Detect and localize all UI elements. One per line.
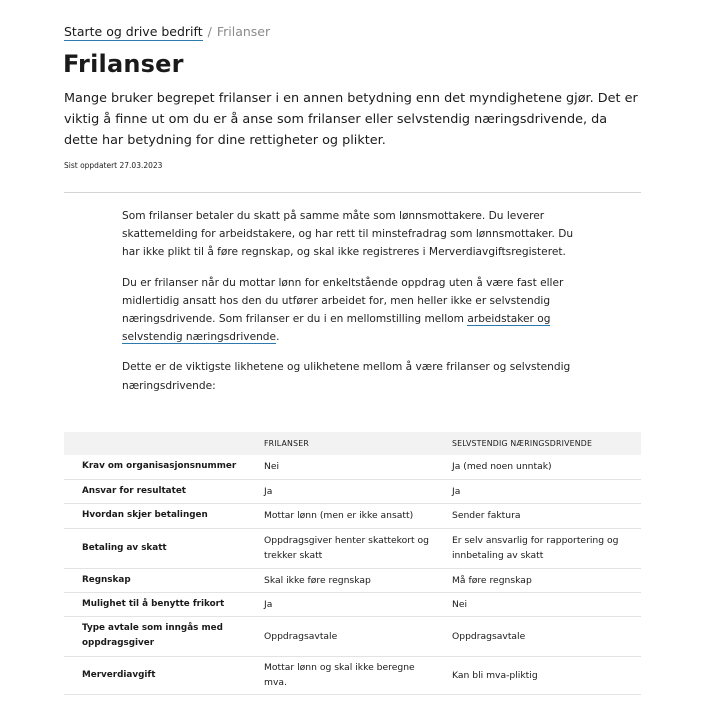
table-row (64, 616, 641, 656)
row-label: Krav om organisasjonsnummer (64, 455, 258, 479)
cell-naeringsdrivende: Er selv ansvarlig for rapportering og innbetaling av skatt (446, 528, 641, 568)
row-label: Betaling av skatt (64, 528, 258, 568)
breadcrumb-current: Frilanser (216, 24, 271, 39)
row-label: Merverdiavgift (64, 656, 258, 694)
table-header-frilanser: FRILANSER (258, 432, 446, 455)
cell-frilanser: Ja (258, 479, 446, 503)
row-label: Hvordan skjer betalingen (64, 503, 258, 528)
row-label: Ansvar for resultatet (64, 479, 258, 503)
table-row (64, 592, 641, 616)
paragraph-skatt: Som frilanser betaler du skatt på samme måte som lønnsmottakere. Du leverer skattemelding for arbeidstakere, og har rett til minstefradrag som lønnsmottaker. Du har ikke plikt til å føre regnskap, og skal ikke registreres i Merverdiavgiftsregisteret. (122, 210, 574, 259)
table-header-naeringsdrivende: SELVSTENDIG NÆRINGSDRIVENDE (446, 432, 641, 455)
article-body (122, 207, 577, 407)
table-header-empty (64, 432, 258, 455)
breadcrumb (64, 24, 270, 39)
page-title: Frilanser (63, 50, 184, 78)
last-updated: Sist oppdatert 27.03.2023 (64, 161, 163, 170)
lead-paragraph: Mange bruker begrepet frilanser i en annen betydning enn det myndighetene gjør. Det er viktig å finne ut om du er å anse som frilanser eller selvstendig næringsdrivende, da dette har betydning for dine rettigheter og plikter. (64, 91, 638, 148)
cell-frilanser: Ja (258, 592, 446, 616)
breadcrumb-link-starte-og-drive-bedrift[interactable]: Starte og drive bedrift (64, 24, 203, 39)
cell-naeringsdrivende: Oppdragsavtale (446, 616, 641, 656)
table-row (64, 528, 641, 568)
breadcrumb-separator: / (207, 24, 212, 39)
table-row (64, 479, 641, 503)
table-header-row (64, 432, 641, 455)
cell-frilanser: Skal ikke føre regnskap (258, 568, 446, 592)
table-row (64, 455, 641, 479)
cell-frilanser: Mottar lønn (men er ikke ansatt) (258, 503, 446, 528)
cell-frilanser: Oppdragsgiver henter skattekort og trekker skatt (258, 528, 446, 568)
paragraph-intro-tabell: Dette er de viktigste likhetene og ulikhetene mellom å være frilanser og selvstendig næringsdrivende: (122, 361, 571, 392)
row-label: Regnskap (64, 568, 258, 592)
cell-frilanser: Mottar lønn og skal ikke beregne mva. (258, 656, 446, 694)
comparison-table (64, 432, 641, 695)
divider (64, 192, 641, 193)
table-row (64, 503, 641, 528)
paragraph-definisjon-text: Du er frilanser når du mottar lønn for enkeltstående oppdrag uten å være fast eller midlertidig ansatt hos den du utfører arbeidet for, men heller ikke er selvstendig næringsdrivende. Som frilanser er du i en mellomstilling mellom (122, 276, 564, 326)
cell-frilanser: Oppdragsavtale (258, 616, 446, 656)
cell-naeringsdrivende: Må føre regnskap (446, 568, 641, 592)
cell-naeringsdrivende: Ja (446, 479, 641, 503)
cell-frilanser: Nei (258, 455, 446, 479)
table-row (64, 656, 641, 694)
link-arbeidstaker-og-selvstendig[interactable]: arbeidstaker og selvstendig næringsdrivende (122, 313, 551, 344)
paragraph-definisjon-end: . (276, 331, 280, 344)
cell-naeringsdrivende: Nei (446, 592, 641, 616)
row-label: Type avtale som inngås med oppdragsgiver (64, 616, 258, 656)
paragraph-definisjon (122, 274, 577, 347)
row-label: Mulighet til å benytte frikort (64, 592, 258, 616)
cell-naeringsdrivende: Sender faktura (446, 503, 641, 528)
table-row (64, 568, 641, 592)
cell-naeringsdrivende: Ja (med noen unntak) (446, 455, 641, 479)
cell-naeringsdrivende: Kan bli mva-pliktig (446, 656, 641, 694)
